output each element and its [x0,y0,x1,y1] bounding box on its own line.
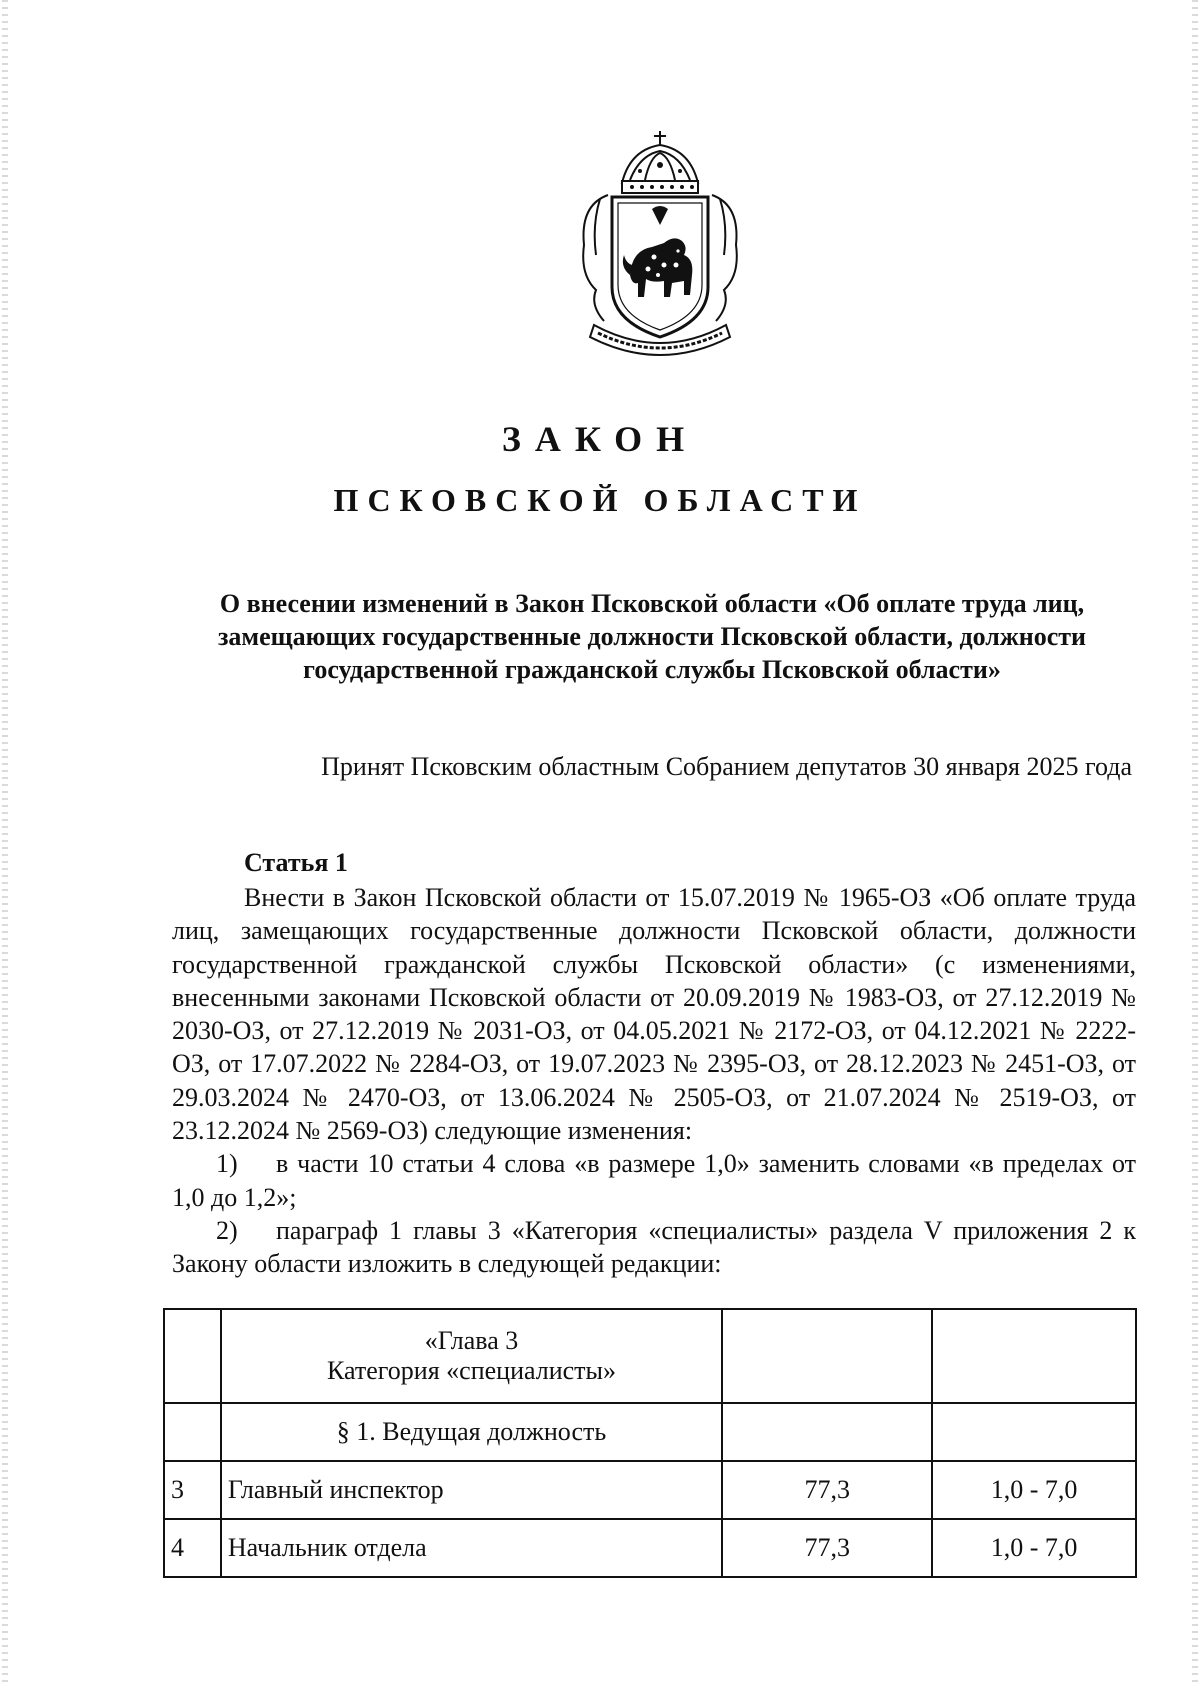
position-value: 77,3 [722,1519,932,1577]
article-title: Статья 1 [244,848,348,877]
position-name: Начальник отдела [221,1519,722,1577]
table-chapter-row [164,1309,1136,1403]
row-number: 4 [164,1519,221,1577]
adoption-note: Принят Псковским областным Собранием депутатов 30 января 2025 года [321,752,1132,781]
table-row [164,1461,1136,1519]
article-body [172,881,1136,1281]
law-subtitle: ПСКОВСКОЙ ОБЛАСТИ [333,482,867,518]
position-value: 77,3 [722,1461,932,1519]
heading-line: государственной гражданской службы Псковской области» [303,655,1001,684]
coat-of-arms-icon [560,125,760,365]
chapter-cell [221,1309,722,1403]
law-heading [172,587,1132,686]
chapter-line: «Глава 3 [424,1326,519,1355]
table-section-row [164,1403,1136,1461]
row-number: 3 [164,1461,221,1519]
position-name: Главный инспектор [221,1461,722,1519]
article-item [172,1147,1136,1214]
position-range: 1,0 - 7,0 [932,1519,1136,1577]
article-intro: Внести в Закон Псковской области от 15.07.2019 № 1965-ОЗ «Об оплате труда лиц, замещающих государственные должности Псковской области, должности государственной гражданской службы Псковской области» (с изменениями, внесенными законами Псковской области от 20.09.2019 № 1983-ОЗ, от 27.12.2019 № 2030-ОЗ, от 27.12.2019 № 2031-ОЗ, от 04.05.2021 № 2172-ОЗ, от 04.12.2021 № 2222-ОЗ, от 17.07.2022 № 2284-ОЗ, от 19.07.2023 № 2395-ОЗ, от 28.12.2023 № 2451-ОЗ, от 29.03.2024 № 2470-ОЗ, от 13.06.2024 № 2505-ОЗ, от 21.07.2024 № 2519-ОЗ, от 23.12.2024 № 2569-ОЗ) следующие изменения: [172,883,1136,1146]
chapter-line: Категория «специалисты» [327,1356,617,1385]
item-number: 2) [216,1215,238,1245]
section-cell: § 1. Ведущая должность [221,1403,722,1461]
positions-table [163,1308,1137,1578]
item-number: 1) [216,1149,238,1179]
heading-line: замещающих государственные должности Псковской области, должности [217,622,1087,651]
scan-edge-right [1192,0,1198,1686]
law-title: ЗАКОН [501,419,699,459]
scan-edge-left [2,0,8,1686]
heading-line: О внесении изменений в Закон Псковской области «Об оплате труда лиц, [219,589,1085,618]
article-item [172,1214,1136,1281]
position-range: 1,0 - 7,0 [932,1461,1136,1519]
item-text: параграф 1 главы 3 «Категория «специалисты» раздела V приложения 2 к Закону области изложить в следующей редакции: [172,1215,1136,1279]
item-text: в части 10 статьи 4 слова «в размере 1,0» заменить словами «в пределах от 1,0 до 1,2»; [172,1149,1136,1212]
table-row [164,1519,1136,1577]
